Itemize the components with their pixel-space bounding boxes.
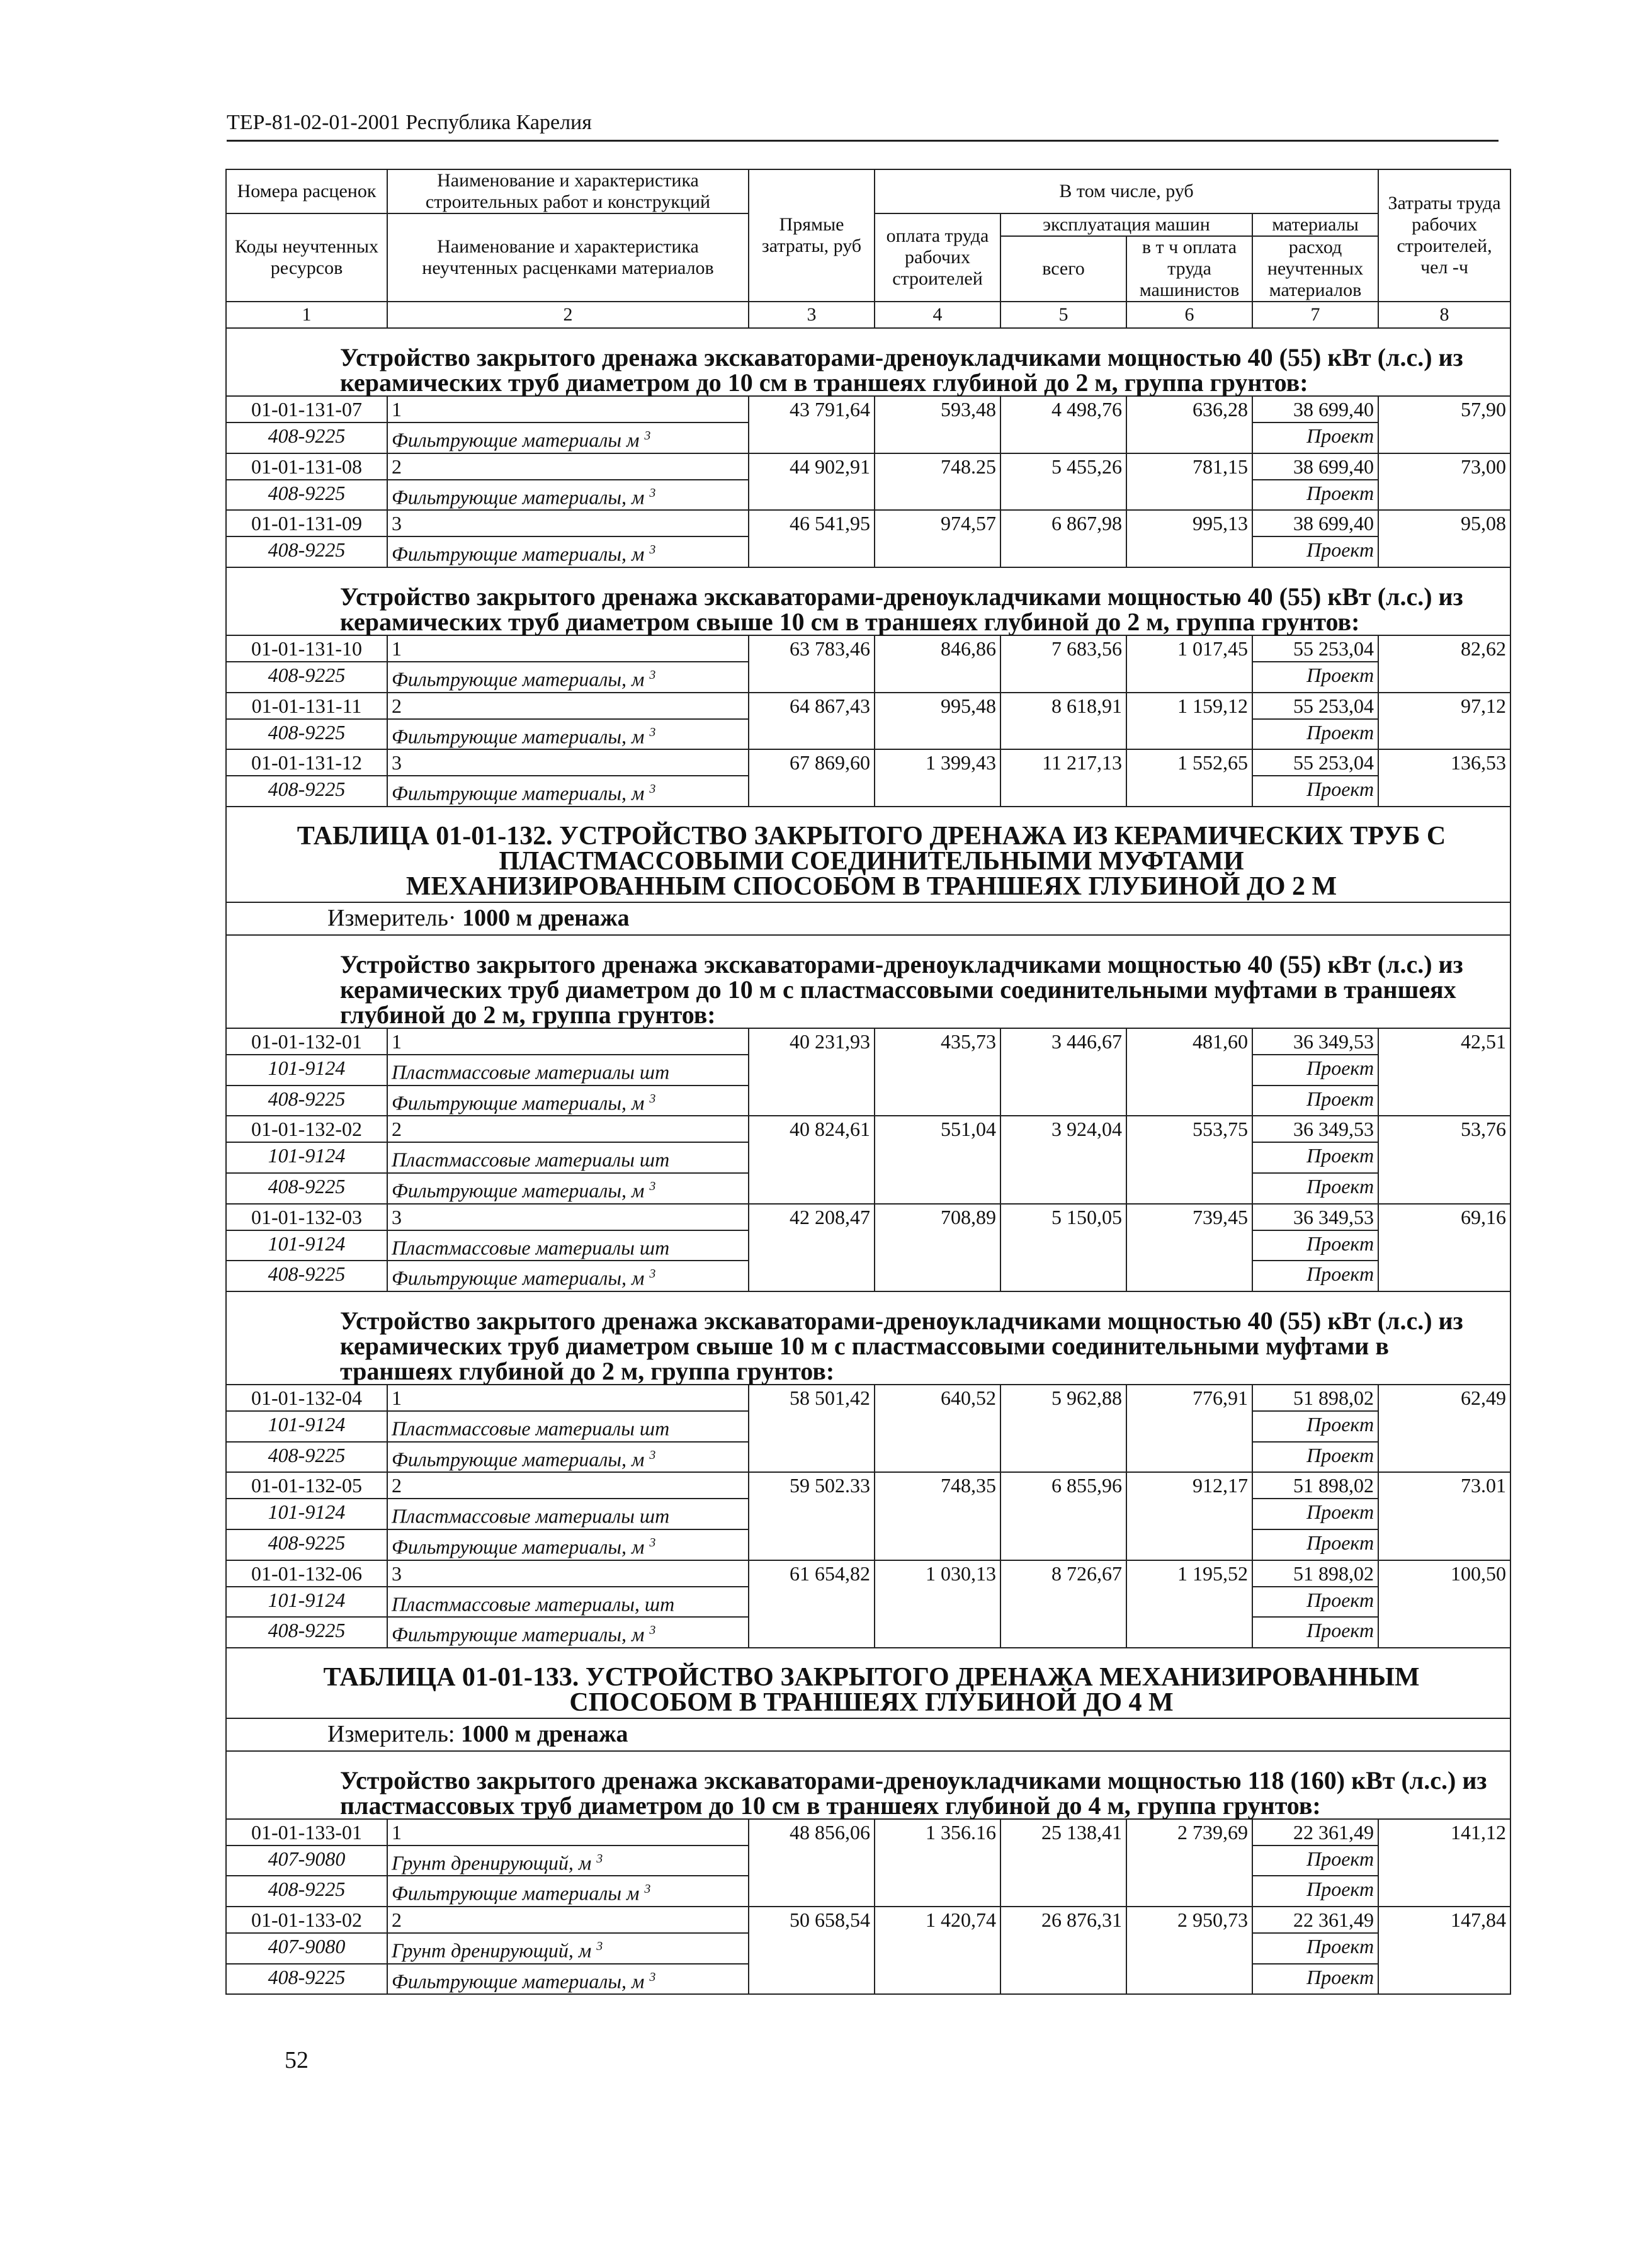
cell-materials: 55 253,04 — [1252, 693, 1378, 719]
table-title-line: СПОСОБОМ В ТРАНШЕЯХ ГЛУБИНОЙ ДО 4 М — [569, 1687, 1174, 1717]
cell-labor: 593,48 — [875, 396, 1000, 453]
cell-direct: 48 856,06 — [749, 1819, 875, 1907]
cell-direct: 42 208,47 — [749, 1204, 875, 1291]
rate-code: 01-01-131-11 — [226, 693, 387, 719]
page-header: ТЕР-81-02-01-2001 Республика Карелия — [227, 111, 1499, 142]
cell-materials: 51 898,02 — [1252, 1385, 1378, 1411]
measure-value: 1000 м дренажа — [462, 904, 630, 931]
resource-name — [387, 776, 749, 807]
resource-name — [387, 1411, 749, 1442]
col-materials: материалы — [1252, 213, 1378, 236]
resource-unit-exponent: 3 — [649, 1535, 656, 1550]
resource-unit-exponent: 3 — [649, 543, 656, 557]
resource-project: Проект — [1252, 1876, 1378, 1907]
cell-materials: 51 898,02 — [1252, 1560, 1378, 1587]
resource-code: 408-9225 — [226, 1617, 387, 1648]
cell-mach-labor: 2 739,69 — [1126, 1819, 1252, 1907]
col-direct-costs: Прямые затраты, руб — [749, 169, 875, 302]
rate-name: 3 — [387, 1204, 749, 1230]
cell-labor: 748.25 — [875, 453, 1000, 511]
cell-mach: 7 683,56 — [1000, 635, 1126, 693]
table-row — [226, 693, 1510, 719]
measure-value: 1000 м дренажа — [461, 1720, 628, 1747]
table-row — [226, 1819, 1510, 1846]
rate-name: 2 — [387, 453, 749, 480]
resource-project: Проект — [1252, 1173, 1378, 1204]
cell-labor-hours: 62,49 — [1378, 1385, 1510, 1472]
resource-name — [387, 1587, 749, 1618]
cell-direct: 40 824,61 — [749, 1116, 875, 1203]
col-labor-hours: Затраты труда рабочих строителей, чел -ч — [1378, 169, 1510, 302]
rate-code: 01-01-132-05 — [226, 1472, 387, 1499]
cell-mach: 5 455,26 — [1000, 453, 1126, 511]
rate-name: 1 — [387, 635, 749, 662]
rate-name: 2 — [387, 1472, 749, 1499]
cell-labor-hours: 53,76 — [1378, 1116, 1510, 1203]
table-header — [226, 169, 1510, 328]
cell-labor: 995,48 — [875, 693, 1000, 750]
rate-name: 1 — [387, 1028, 749, 1055]
resource-name-text: Грунт дренирующий, м — [392, 1851, 592, 1874]
cell-direct: 40 231,93 — [749, 1028, 875, 1116]
col-labor-pay: оплата труда рабочих строителей — [875, 213, 1000, 302]
cell-materials: 36 349,53 — [1252, 1204, 1378, 1230]
resource-code: 407-9080 — [226, 1846, 387, 1876]
col-number: 3 — [749, 302, 875, 328]
resource-code: 408-9225 — [226, 1876, 387, 1907]
table-title-line: МЕХАНИЗИРОВАННЫМ СПОСОБОМ В ТРАНШЕЯХ ГЛУБИНОЙ ДО 2 М — [405, 871, 1337, 901]
resource-code: 101-9124 — [226, 1055, 387, 1086]
table-title — [226, 1648, 1510, 1718]
cell-mach-labor: 1 552,65 — [1126, 749, 1252, 807]
resource-unit-exponent: 3 — [649, 1267, 656, 1281]
resource-name-text: Фильтрующие материалы, м — [392, 485, 645, 509]
resource-project: Проект — [1252, 1587, 1378, 1618]
cell-materials: 36 349,53 — [1252, 1028, 1378, 1055]
resource-project: Проект — [1252, 1499, 1378, 1529]
resource-unit-exponent: 3 — [649, 667, 656, 682]
rate-name: 3 — [387, 510, 749, 536]
table-row — [226, 749, 1510, 776]
cell-mach: 26 876,31 — [1000, 1907, 1126, 1994]
rate-code: 01-01-133-02 — [226, 1907, 387, 1933]
cell-labor-hours: 97,12 — [1378, 693, 1510, 750]
col-number: 6 — [1126, 302, 1252, 328]
rate-code: 01-01-132-03 — [226, 1204, 387, 1230]
cell-labor-hours: 42,51 — [1378, 1028, 1510, 1116]
rate-name: 1 — [387, 1819, 749, 1846]
cell-mach: 3 924,04 — [1000, 1116, 1126, 1203]
section-row — [226, 328, 1510, 396]
resource-project: Проект — [1252, 1411, 1378, 1442]
rate-code: 01-01-133-01 — [226, 1819, 387, 1846]
cell-labor-hours: 136,53 — [1378, 749, 1510, 807]
resource-name-text: Пластмассовые материалы шт — [392, 1417, 670, 1440]
cell-mach-labor: 1 159,12 — [1126, 693, 1252, 750]
resource-code: 101-9124 — [226, 1499, 387, 1529]
cell-mach: 8 726,67 — [1000, 1560, 1126, 1648]
resource-project: Проект — [1252, 536, 1378, 567]
cell-mach: 11 217,13 — [1000, 749, 1126, 807]
cell-materials: 38 699,40 — [1252, 510, 1378, 536]
rate-name: 2 — [387, 693, 749, 719]
resource-name-text: Фильтрующие материалы, м — [392, 781, 645, 805]
table-title-line: ТАБЛИЦА 01-01-133. УСТРОЙСТВО ЗАКРЫТОГО ДРЕНАЖА МЕХАНИЗИРОВАННЫМ — [323, 1662, 1420, 1692]
cell-direct: 43 791,64 — [749, 396, 875, 453]
section-title: Устройство закрытого дренажа экскаваторами-дреноукладчиками мощностью 40 (55) кВт (л.с.) из керамических труб диаметром до 10 см в траншеях глубиной до 2 м, группа грунтов: — [226, 328, 1510, 396]
resource-project: Проект — [1252, 1230, 1378, 1261]
col-including: В том числе, руб — [875, 169, 1378, 213]
cell-labor: 1 399,43 — [875, 749, 1000, 807]
table-row — [226, 1472, 1510, 1499]
resource-project: Проект — [1252, 1529, 1378, 1560]
measure-row — [226, 1718, 1510, 1751]
cell-labor-hours: 73,00 — [1378, 453, 1510, 511]
cell-labor: 1 356.16 — [875, 1819, 1000, 1907]
resource-name — [387, 536, 749, 567]
section-title: Устройство закрытого дренажа экскаваторами-дреноукладчиками мощностью 118 (160) кВт (л.с.) из пластмассовых труб диаметром до 10 см в траншеях глубиной до 4 м, группа грунтов: — [226, 1751, 1510, 1819]
resource-code: 408-9225 — [226, 1086, 387, 1116]
resource-name — [387, 422, 749, 453]
rate-code: 01-01-132-04 — [226, 1385, 387, 1411]
cell-labor-hours: 82,62 — [1378, 635, 1510, 693]
column-numbers-row — [226, 302, 1510, 328]
resource-project: Проект — [1252, 1086, 1378, 1116]
section-row — [226, 567, 1510, 635]
rate-name: 2 — [387, 1907, 749, 1933]
resource-name-text: Фильтрующие материалы, м — [392, 1448, 645, 1471]
table-row — [226, 453, 1510, 480]
resource-code: 408-9225 — [226, 422, 387, 453]
cell-materials: 22 361,49 — [1252, 1907, 1378, 1933]
rate-code: 01-01-131-08 — [226, 453, 387, 480]
measure-label: Измеритель: — [327, 1720, 455, 1747]
resource-project: Проект — [1252, 1055, 1378, 1086]
resource-code: 408-9225 — [226, 719, 387, 750]
resource-unit-exponent: 3 — [644, 429, 651, 443]
table-row — [226, 396, 1510, 422]
resource-name — [387, 1142, 749, 1173]
table-row — [226, 1560, 1510, 1587]
resource-name-text: Фильтрующие материалы, м — [392, 725, 645, 748]
cell-direct: 58 501,42 — [749, 1385, 875, 1472]
resource-name-text: Фильтрующие материалы, м — [392, 1970, 645, 1993]
resource-name — [387, 1499, 749, 1529]
rate-code: 01-01-131-12 — [226, 749, 387, 776]
rate-code: 01-01-132-01 — [226, 1028, 387, 1055]
resource-unit-exponent: 3 — [649, 1179, 656, 1193]
resource-name — [387, 1846, 749, 1876]
resource-code: 408-9225 — [226, 662, 387, 693]
cell-labor: 974,57 — [875, 510, 1000, 567]
cell-labor-hours: 141,12 — [1378, 1819, 1510, 1907]
table-row — [226, 1907, 1510, 1933]
resource-code: 408-9225 — [226, 1173, 387, 1204]
cell-direct: 59 502.33 — [749, 1472, 875, 1560]
cell-labor-hours: 73.01 — [1378, 1472, 1510, 1560]
rate-name: 2 — [387, 1116, 749, 1142]
rate-code: 01-01-131-07 — [226, 396, 387, 422]
resource-unit-exponent: 3 — [649, 725, 656, 739]
table-row — [226, 510, 1510, 536]
resource-name — [387, 1617, 749, 1648]
resource-unit-exponent: 3 — [596, 1851, 603, 1866]
cell-mach-labor: 781,15 — [1126, 453, 1252, 511]
cell-labor: 708,89 — [875, 1204, 1000, 1291]
table-row — [226, 1204, 1510, 1230]
resource-name-text: Фильтрующие материалы, м — [392, 667, 645, 691]
cell-labor-hours: 69,16 — [1378, 1204, 1510, 1291]
cell-mach: 6 867,98 — [1000, 510, 1126, 567]
rate-name: 1 — [387, 396, 749, 422]
col-machines-total: всего — [1000, 236, 1126, 302]
resource-code: 101-9124 — [226, 1142, 387, 1173]
col-material-name: Наименование и характеристика неучтенных расценками материалов — [387, 213, 749, 302]
resource-name-text: Фильтрующие материалы, м — [392, 1535, 645, 1558]
cell-labor: 846,86 — [875, 635, 1000, 693]
col-number: 7 — [1252, 302, 1378, 328]
resource-project: Проект — [1252, 776, 1378, 807]
cell-labor-hours: 57,90 — [1378, 396, 1510, 453]
measure — [226, 1718, 1510, 1751]
col-rate-numbers: Номера расценок — [226, 169, 387, 213]
cell-mach: 6 855,96 — [1000, 1472, 1126, 1560]
resource-name-text: Фильтрующие материалы, м — [392, 1091, 645, 1114]
cell-mach-labor: 1 195,52 — [1126, 1560, 1252, 1648]
resource-project: Проект — [1252, 1933, 1378, 1964]
rate-name: 1 — [387, 1385, 749, 1411]
section-row — [226, 1291, 1510, 1385]
cell-labor: 435,73 — [875, 1028, 1000, 1116]
rate-code: 01-01-131-09 — [226, 510, 387, 536]
col-number: 4 — [875, 302, 1000, 328]
cell-mach: 4 498,76 — [1000, 396, 1126, 453]
resource-name-text: Пластмассовые материалы, шт — [392, 1592, 675, 1616]
cell-labor-hours: 100,50 — [1378, 1560, 1510, 1648]
cell-mach: 25 138,41 — [1000, 1819, 1126, 1907]
cell-materials: 38 699,40 — [1252, 396, 1378, 422]
cell-materials: 55 253,04 — [1252, 635, 1378, 662]
section-title: Устройство закрытого дренажа экскаваторами-дреноукладчиками мощностью 40 (55) кВт (л.с.) из керамических труб диаметром свыше 10 см в траншеях глубиной до 2 м, группа грунтов: — [226, 567, 1510, 635]
col-number: 1 — [226, 302, 387, 328]
resource-name — [387, 1055, 749, 1086]
rate-name: 3 — [387, 1560, 749, 1587]
cell-mach: 5 150,05 — [1000, 1204, 1126, 1291]
resource-code: 408-9225 — [226, 480, 387, 511]
cell-labor: 748,35 — [875, 1472, 1000, 1560]
cell-materials: 55 253,04 — [1252, 749, 1378, 776]
resource-unit-exponent: 3 — [644, 1882, 651, 1897]
resource-name-text: Пластмассовые материалы шт — [392, 1504, 670, 1528]
table-row — [226, 1385, 1510, 1411]
resource-unit-exponent: 3 — [649, 1091, 656, 1106]
resource-name — [387, 480, 749, 511]
col-number: 2 — [387, 302, 749, 328]
resource-project: Проект — [1252, 1617, 1378, 1648]
section-row — [226, 1751, 1510, 1819]
page-number: 52 — [285, 2047, 309, 2073]
resource-unit-exponent: 3 — [649, 782, 656, 797]
resource-name — [387, 719, 749, 750]
cell-direct: 50 658,54 — [749, 1907, 875, 1994]
cell-labor: 551,04 — [875, 1116, 1000, 1203]
col-unaccounted-materials: расход неучтенных материалов — [1252, 236, 1378, 302]
cell-labor-hours: 95,08 — [1378, 510, 1510, 567]
table-title-line: ПЛАСТМАССОВЫМИ СОЕДИНИТЕЛЬНЫМИ МУФТАМИ — [499, 846, 1244, 876]
resource-code: 101-9124 — [226, 1230, 387, 1261]
resource-project: Проект — [1252, 1442, 1378, 1473]
cell-labor: 1 030,13 — [875, 1560, 1000, 1648]
cell-materials: 38 699,40 — [1252, 453, 1378, 480]
resource-project: Проект — [1252, 1142, 1378, 1173]
cell-materials: 36 349,53 — [1252, 1116, 1378, 1142]
resource-code: 408-9225 — [226, 1529, 387, 1560]
resource-name-text: Фильтрующие материалы, м — [392, 1266, 645, 1290]
resource-name-text: Пластмассовые материалы шт — [392, 1236, 670, 1259]
resource-unit-exponent: 3 — [596, 1939, 603, 1954]
resource-name — [387, 1529, 749, 1560]
cell-mach-labor: 636,28 — [1126, 396, 1252, 453]
section-title: Устройство закрытого дренажа экскаваторами-дреноукладчиками мощностью 40 (55) кВт (л.с.) из керамических труб диаметром до 10 м с пластмассовыми соединительными муфтами в траншеях глубиной до 2 м, группа грунтов: — [226, 935, 1510, 1028]
cell-mach-labor: 481,60 — [1126, 1028, 1252, 1116]
measure-label: Измеритель· — [327, 904, 456, 931]
resource-code: 408-9225 — [226, 1261, 387, 1291]
table-row — [226, 1116, 1510, 1142]
resource-name-text: Фильтрующие материалы, м — [392, 542, 645, 565]
col-machinist-pay: в т ч оплата труда машинистов — [1126, 236, 1252, 302]
cell-mach-labor: 912,17 — [1126, 1472, 1252, 1560]
table-row — [226, 1028, 1510, 1055]
table-title-row — [226, 1648, 1510, 1718]
table-title-line: ТАБЛИЦА 01-01-132. УСТРОЙСТВО ЗАКРЫТОГО ДРЕНАЖА ИЗ КЕРАМИЧЕСКИХ ТРУБ С — [297, 821, 1446, 851]
resource-name-text: Фильтрующие материалы м — [392, 1882, 640, 1905]
resource-project: Проект — [1252, 480, 1378, 511]
table-row — [226, 635, 1510, 662]
col-number: 5 — [1000, 302, 1126, 328]
resource-project: Проект — [1252, 1964, 1378, 1995]
resource-name-text: Фильтрующие материалы м — [392, 428, 640, 451]
cell-direct: 64 867,43 — [749, 693, 875, 750]
col-resource-codes: Коды неучтенных ресурсов — [226, 213, 387, 302]
col-work-name: Наименование и характеристика строительных работ и конструкций — [387, 169, 749, 213]
resource-name-text: Пластмассовые материалы шт — [392, 1060, 670, 1084]
cell-mach: 8 618,91 — [1000, 693, 1126, 750]
resource-unit-exponent: 3 — [649, 1970, 656, 1984]
rate-code: 01-01-132-06 — [226, 1560, 387, 1587]
cell-direct: 61 654,82 — [749, 1560, 875, 1648]
col-machines: эксплуатация машин — [1000, 213, 1252, 236]
rates-table — [225, 169, 1511, 1995]
resource-name-text: Пластмассовые материалы шт — [392, 1148, 670, 1171]
resource-code: 408-9225 — [226, 1964, 387, 1995]
cell-direct: 63 783,46 — [749, 635, 875, 693]
section-row — [226, 935, 1510, 1028]
resource-unit-exponent: 3 — [649, 1623, 656, 1638]
resource-code: 101-9124 — [226, 1587, 387, 1618]
rate-code: 01-01-131-10 — [226, 635, 387, 662]
resource-name — [387, 1964, 749, 1995]
cell-labor-hours: 147,84 — [1378, 1907, 1510, 1994]
col-number: 8 — [1378, 302, 1510, 328]
resource-name — [387, 1442, 749, 1473]
cell-labor: 640,52 — [875, 1385, 1000, 1472]
resource-name — [387, 662, 749, 693]
resource-code: 408-9225 — [226, 536, 387, 567]
cell-mach-labor: 739,45 — [1126, 1204, 1252, 1291]
table-title — [226, 807, 1510, 902]
cell-materials: 51 898,02 — [1252, 1472, 1378, 1499]
table-title-row — [226, 807, 1510, 902]
resource-code: 408-9225 — [226, 776, 387, 807]
cell-labor: 1 420,74 — [875, 1907, 1000, 1994]
cell-direct: 46 541,95 — [749, 510, 875, 567]
resource-name — [387, 1086, 749, 1116]
resource-project: Проект — [1252, 719, 1378, 750]
resource-code: 408-9225 — [226, 1442, 387, 1473]
cell-mach-labor: 995,13 — [1126, 510, 1252, 567]
resource-code: 407-9080 — [226, 1933, 387, 1964]
resource-unit-exponent: 3 — [649, 485, 656, 500]
cell-mach-labor: 2 950,73 — [1126, 1907, 1252, 1994]
resource-name — [387, 1876, 749, 1907]
resource-project: Проект — [1252, 1261, 1378, 1291]
cell-mach-labor: 776,91 — [1126, 1385, 1252, 1472]
resource-name — [387, 1173, 749, 1204]
resource-name — [387, 1933, 749, 1964]
cell-mach: 5 962,88 — [1000, 1385, 1126, 1472]
resource-name — [387, 1230, 749, 1261]
cell-direct: 67 869,60 — [749, 749, 875, 807]
cell-mach-labor: 553,75 — [1126, 1116, 1252, 1203]
resource-name-text: Грунт дренирующий, м — [392, 1939, 592, 1962]
cell-direct: 44 902,91 — [749, 453, 875, 511]
resource-project: Проект — [1252, 1846, 1378, 1876]
section-title: Устройство закрытого дренажа экскаваторами-дреноукладчиками мощностью 40 (55) кВт (л.с.) из керамических труб диаметром свыше 10 м с пластмассовыми соединительными муфтами в траншеях глубиной до 2 м, группа грунтов: — [226, 1291, 1510, 1385]
rate-name: 3 — [387, 749, 749, 776]
resource-code: 101-9124 — [226, 1411, 387, 1442]
resource-unit-exponent: 3 — [649, 1448, 656, 1462]
cell-mach: 3 446,67 — [1000, 1028, 1126, 1116]
cell-mach-labor: 1 017,45 — [1126, 635, 1252, 693]
rate-code: 01-01-132-02 — [226, 1116, 387, 1142]
cell-materials: 22 361,49 — [1252, 1819, 1378, 1846]
resource-project: Проект — [1252, 662, 1378, 693]
measure-row — [226, 902, 1510, 935]
resource-project: Проект — [1252, 422, 1378, 453]
table-body — [226, 328, 1510, 1994]
resource-name — [387, 1261, 749, 1291]
resource-name-text: Фильтрующие материалы, м — [392, 1623, 645, 1646]
measure — [226, 902, 1510, 935]
resource-name-text: Фильтрующие материалы, м — [392, 1179, 645, 1202]
